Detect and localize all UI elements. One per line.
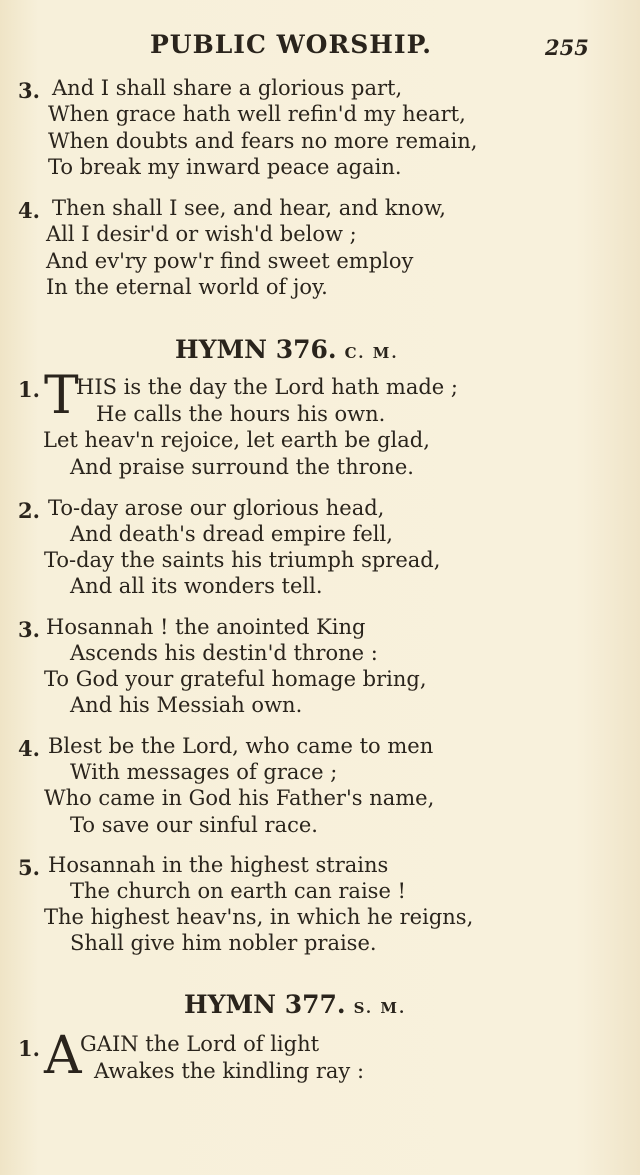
verse-line: Hosannah ! the anointed King [46,615,366,639]
verse-line: All I desir'd or wish'd below ; [46,222,357,246]
verse-line: The church on earth can raise ! [70,879,406,903]
verse-line: With messages of grace ; [70,760,338,784]
page-number: 255 [545,35,589,60]
verse-line: In the eternal world of joy. [46,275,328,299]
verse-line: GAIN the Lord of light [80,1032,320,1056]
drop-cap: T [44,366,79,426]
verse-line: HIS is the day the Lord hath made ; [76,375,458,399]
verse-line: To break my inward peace again. [48,155,402,179]
stanza-number: 3. [18,617,40,642]
verse-line: And his Messiah own. [70,693,303,717]
verse-line: Then shall I see, and hear, and know, [52,196,446,220]
verse-line: And I shall share a glorious part, [52,76,403,100]
verse-line: To-day arose our glorious head, [48,496,385,520]
verse-line: To save our sinful race. [70,813,318,837]
verse-line: To-day the saints his triumph spread, [44,548,441,572]
verse-line: Let heav'n rejoice, let earth be glad, [43,428,430,452]
stanza-number: 4. [18,198,40,223]
verse-line: He calls the hours his own. [96,402,386,426]
hymn-meter: S. M. [353,999,407,1017]
verse-line: And ev'ry pow'r find sweet employ [46,249,414,273]
verse-line: Hosannah in the highest strains [48,853,389,877]
hymn-title: HYMN 377. [184,990,346,1019]
stanza-number: 5. [18,855,40,880]
verse-line: Ascends his destin'd throne : [70,641,378,665]
verse-line: Who came in God his Father's name, [44,786,435,810]
hymn-376-heading [175,335,399,364]
hymn-title: HYMN 376. [175,335,337,364]
verse-line: Awakes the kindling ray : [94,1059,365,1083]
verse-line: To God your grateful homage bring, [44,667,427,691]
hymn-meter: C. M. [344,344,399,362]
verse-line: And praise surround the throne. [70,455,414,479]
running-head: PUBLIC WORSHIP. [150,30,432,59]
verse-line: Shall give him nobler praise. [70,931,377,955]
verse-line: And death's dread empire fell, [70,522,393,546]
stanza-number: 1. [18,377,40,402]
stanza-number: 4. [18,736,40,761]
verse-line: And all its wonders tell. [70,574,323,598]
verse-line: Blest be the Lord, who came to men [48,734,434,758]
stanza-number: 1. [18,1036,40,1061]
stanza-number: 2. [18,498,40,523]
drop-cap: A [44,1026,82,1086]
hymn-377-heading [184,990,406,1019]
stanza-number: 3. [18,78,40,103]
verse-line: When grace hath well refin'd my heart, [48,102,466,126]
verse-line: The highest heav'ns, in which he reigns, [44,905,474,929]
verse-line: When doubts and fears no more remain, [48,129,478,153]
